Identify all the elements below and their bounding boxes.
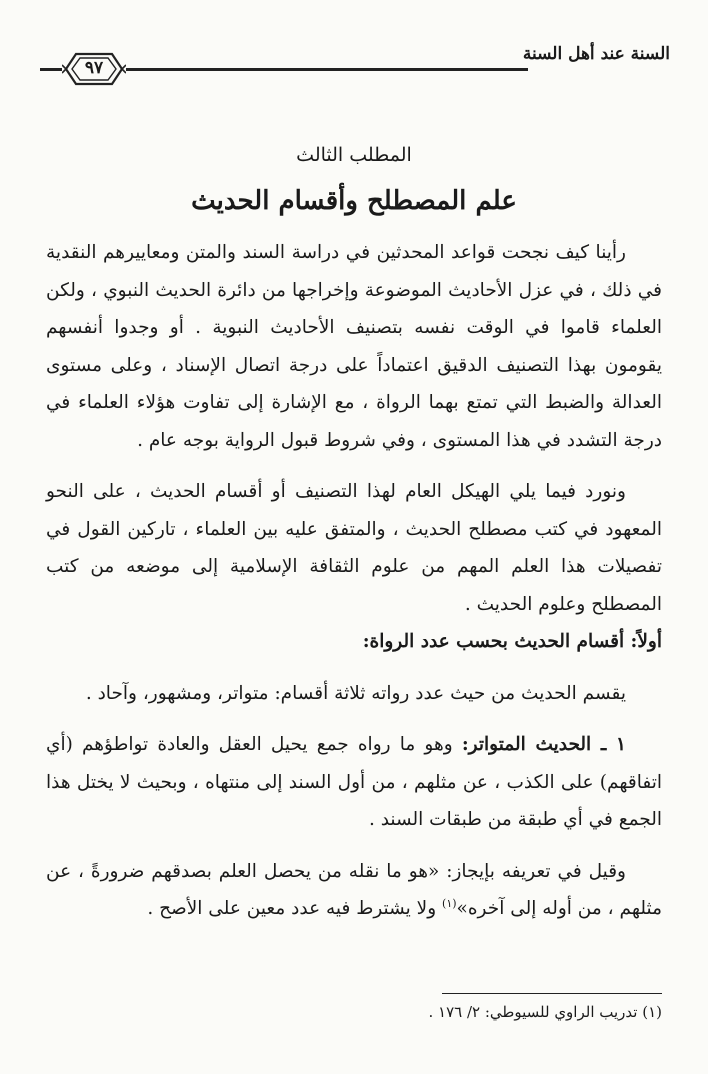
paragraph-intro: رأينا كيف نجحت قواعد المحدثين في دراسة السند والمتن ومعاييرهم النقدية في ذلك ، في عزل الأحاديث الموضوعة وإخراجها من دائرة الحديث النبوي ، ولكن العلماء قاموا في الوقت نفسه بتصنيف الأحاديث النبوية . أو وجدوا أنفسهم يقومون بهذا التصنيف الدقيق اعتماداً على درجة اتصال الإسناد ، وعلى مستوى العدالة والضبط التي تمتع بهما الرواة ، مع الإشارة إلى تفاوت هؤلاء العلماء في درجة التشدد في هذا المستوى ، وفي شروط قبول الرواية بوجه عام . xyxy=(46,242,662,451)
mutawatir-definition: وهو ما رواه جمع يحيل العقل والعادة تواطؤهم (أي اتفاقهم) على الكذب ، عن مثلهم ، من أول السند إلى منتهاه ، وبحيث لا يختل هذا الجمع في أي طبقة من طبقات السند . xyxy=(46,734,662,830)
paragraph-three-categories: يقسم الحديث من حيث عدد رواته ثلاثة أقسام: متواتر، ومشهور، وآحاد . xyxy=(85,682,626,704)
page-number: ٩٧ xyxy=(84,58,104,78)
chapter-title: علم المصطلح وأقسام الحديث xyxy=(191,186,517,216)
footnote-reference[interactable]: (١) xyxy=(442,896,457,910)
brief-definition-quote: وقيل في تعريفه بإيجاز: «هو ما نقله من يحصل العلم بصدقهم ضرورةً ، عن مثلهم ، من أوله إلى آخره» xyxy=(46,860,662,919)
brief-definition-rest: ولا يشترط فيه عدد معين على الأصح . xyxy=(147,898,443,919)
header-dash xyxy=(40,68,62,71)
footnote: (١) تدريب الراوي للسيوطي: ٢/ ١٧٦ . xyxy=(428,1003,662,1021)
page-header xyxy=(40,40,670,100)
term-mutawatir: ١ ـ الحديث المتواتر: xyxy=(461,734,626,755)
paragraph-mutawatir xyxy=(46,726,662,839)
subheading-narrator-count: أولاً: أقسام الحديث بحسب عدد الرواة: xyxy=(362,631,662,652)
running-title: السنة عند أهل السنة xyxy=(522,44,670,64)
body-text xyxy=(46,234,662,928)
paragraph-outline: ونورد فيما يلي الهيكل العام لهذا التصنيف أو أقسام الحديث ، على النحو المعهود في كتب مصطلح الحديث ، والمتفق عليه بين العلماء ، تاركين القول في تفصيلات هذا العلم المهم من علوم الثقافة الإسلامية إلى موضعه من كتب المصطلح وعلوم الحديث . xyxy=(46,481,662,615)
paragraph-brief-definition xyxy=(46,853,662,928)
footnote-separator xyxy=(442,993,662,994)
header-rule xyxy=(126,68,528,71)
section-label: المطلب الثالث xyxy=(296,144,412,166)
page-number-badge xyxy=(62,48,126,90)
